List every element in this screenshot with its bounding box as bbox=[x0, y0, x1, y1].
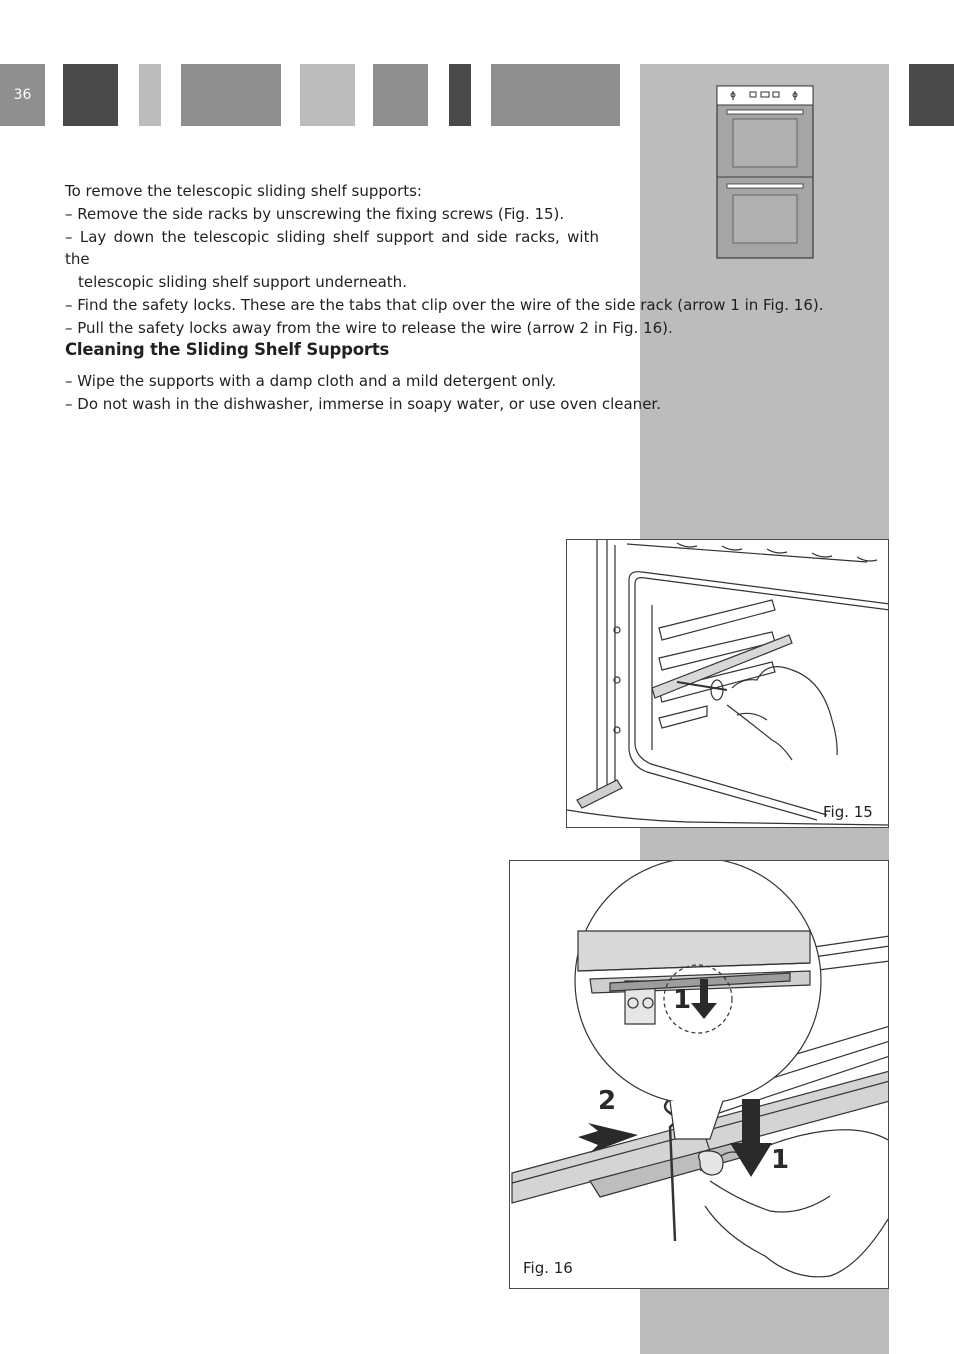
removal-intro: To remove the telescopic sliding shelf supports: bbox=[65, 182, 422, 200]
figure-15 bbox=[566, 539, 889, 828]
cleaning-instructions bbox=[65, 370, 665, 416]
oven-rack-screwdriver-illustration bbox=[567, 540, 889, 828]
header-bar bbox=[449, 64, 471, 126]
removal-step: – Find the safety locks. These are the tabs that clip over the wire of the side rack (arrow 1 in Fig. 16). bbox=[65, 295, 824, 314]
header-bar bbox=[300, 64, 355, 126]
header-bar bbox=[909, 64, 954, 126]
figure-caption: Fig. 16 bbox=[523, 1259, 573, 1277]
cleaning-step: – Do not wash in the dishwasher, immerse in soapy water, or use oven cleaner. bbox=[65, 395, 661, 413]
header-bar bbox=[373, 64, 428, 126]
removal-step: – Remove the side racks by unscrewing the fixing screws (Fig. 15). bbox=[65, 204, 565, 223]
arrow-label-inset: 1 bbox=[673, 985, 692, 1015]
arrow-label-press: 1 bbox=[771, 1145, 790, 1175]
cleaning-step: – Wipe the supports with a damp cloth and a mild detergent only. bbox=[65, 372, 557, 390]
figure-caption: Fig. 15 bbox=[823, 803, 873, 821]
header-bar bbox=[491, 64, 620, 126]
header-bar bbox=[181, 64, 281, 126]
safety-lock-release-illustration bbox=[510, 861, 889, 1289]
header-bar bbox=[63, 64, 118, 126]
section-heading: Cleaning the Sliding Shelf Supports bbox=[65, 340, 390, 359]
page-number: 36 bbox=[0, 64, 45, 126]
removal-instructions bbox=[65, 180, 825, 340]
removal-step: – Lay down the telescopic sliding shelf support and side racks, with the bbox=[65, 227, 599, 269]
arrow-label-pull: 2 bbox=[598, 1086, 617, 1116]
figure-16 bbox=[509, 860, 889, 1289]
header-bar bbox=[139, 64, 161, 126]
removal-step-continuation: telescopic sliding shelf support underneath. bbox=[78, 273, 407, 292]
removal-step: – Pull the safety locks away from the wire to release the wire (arrow 2 in Fig. 16). bbox=[65, 318, 673, 337]
